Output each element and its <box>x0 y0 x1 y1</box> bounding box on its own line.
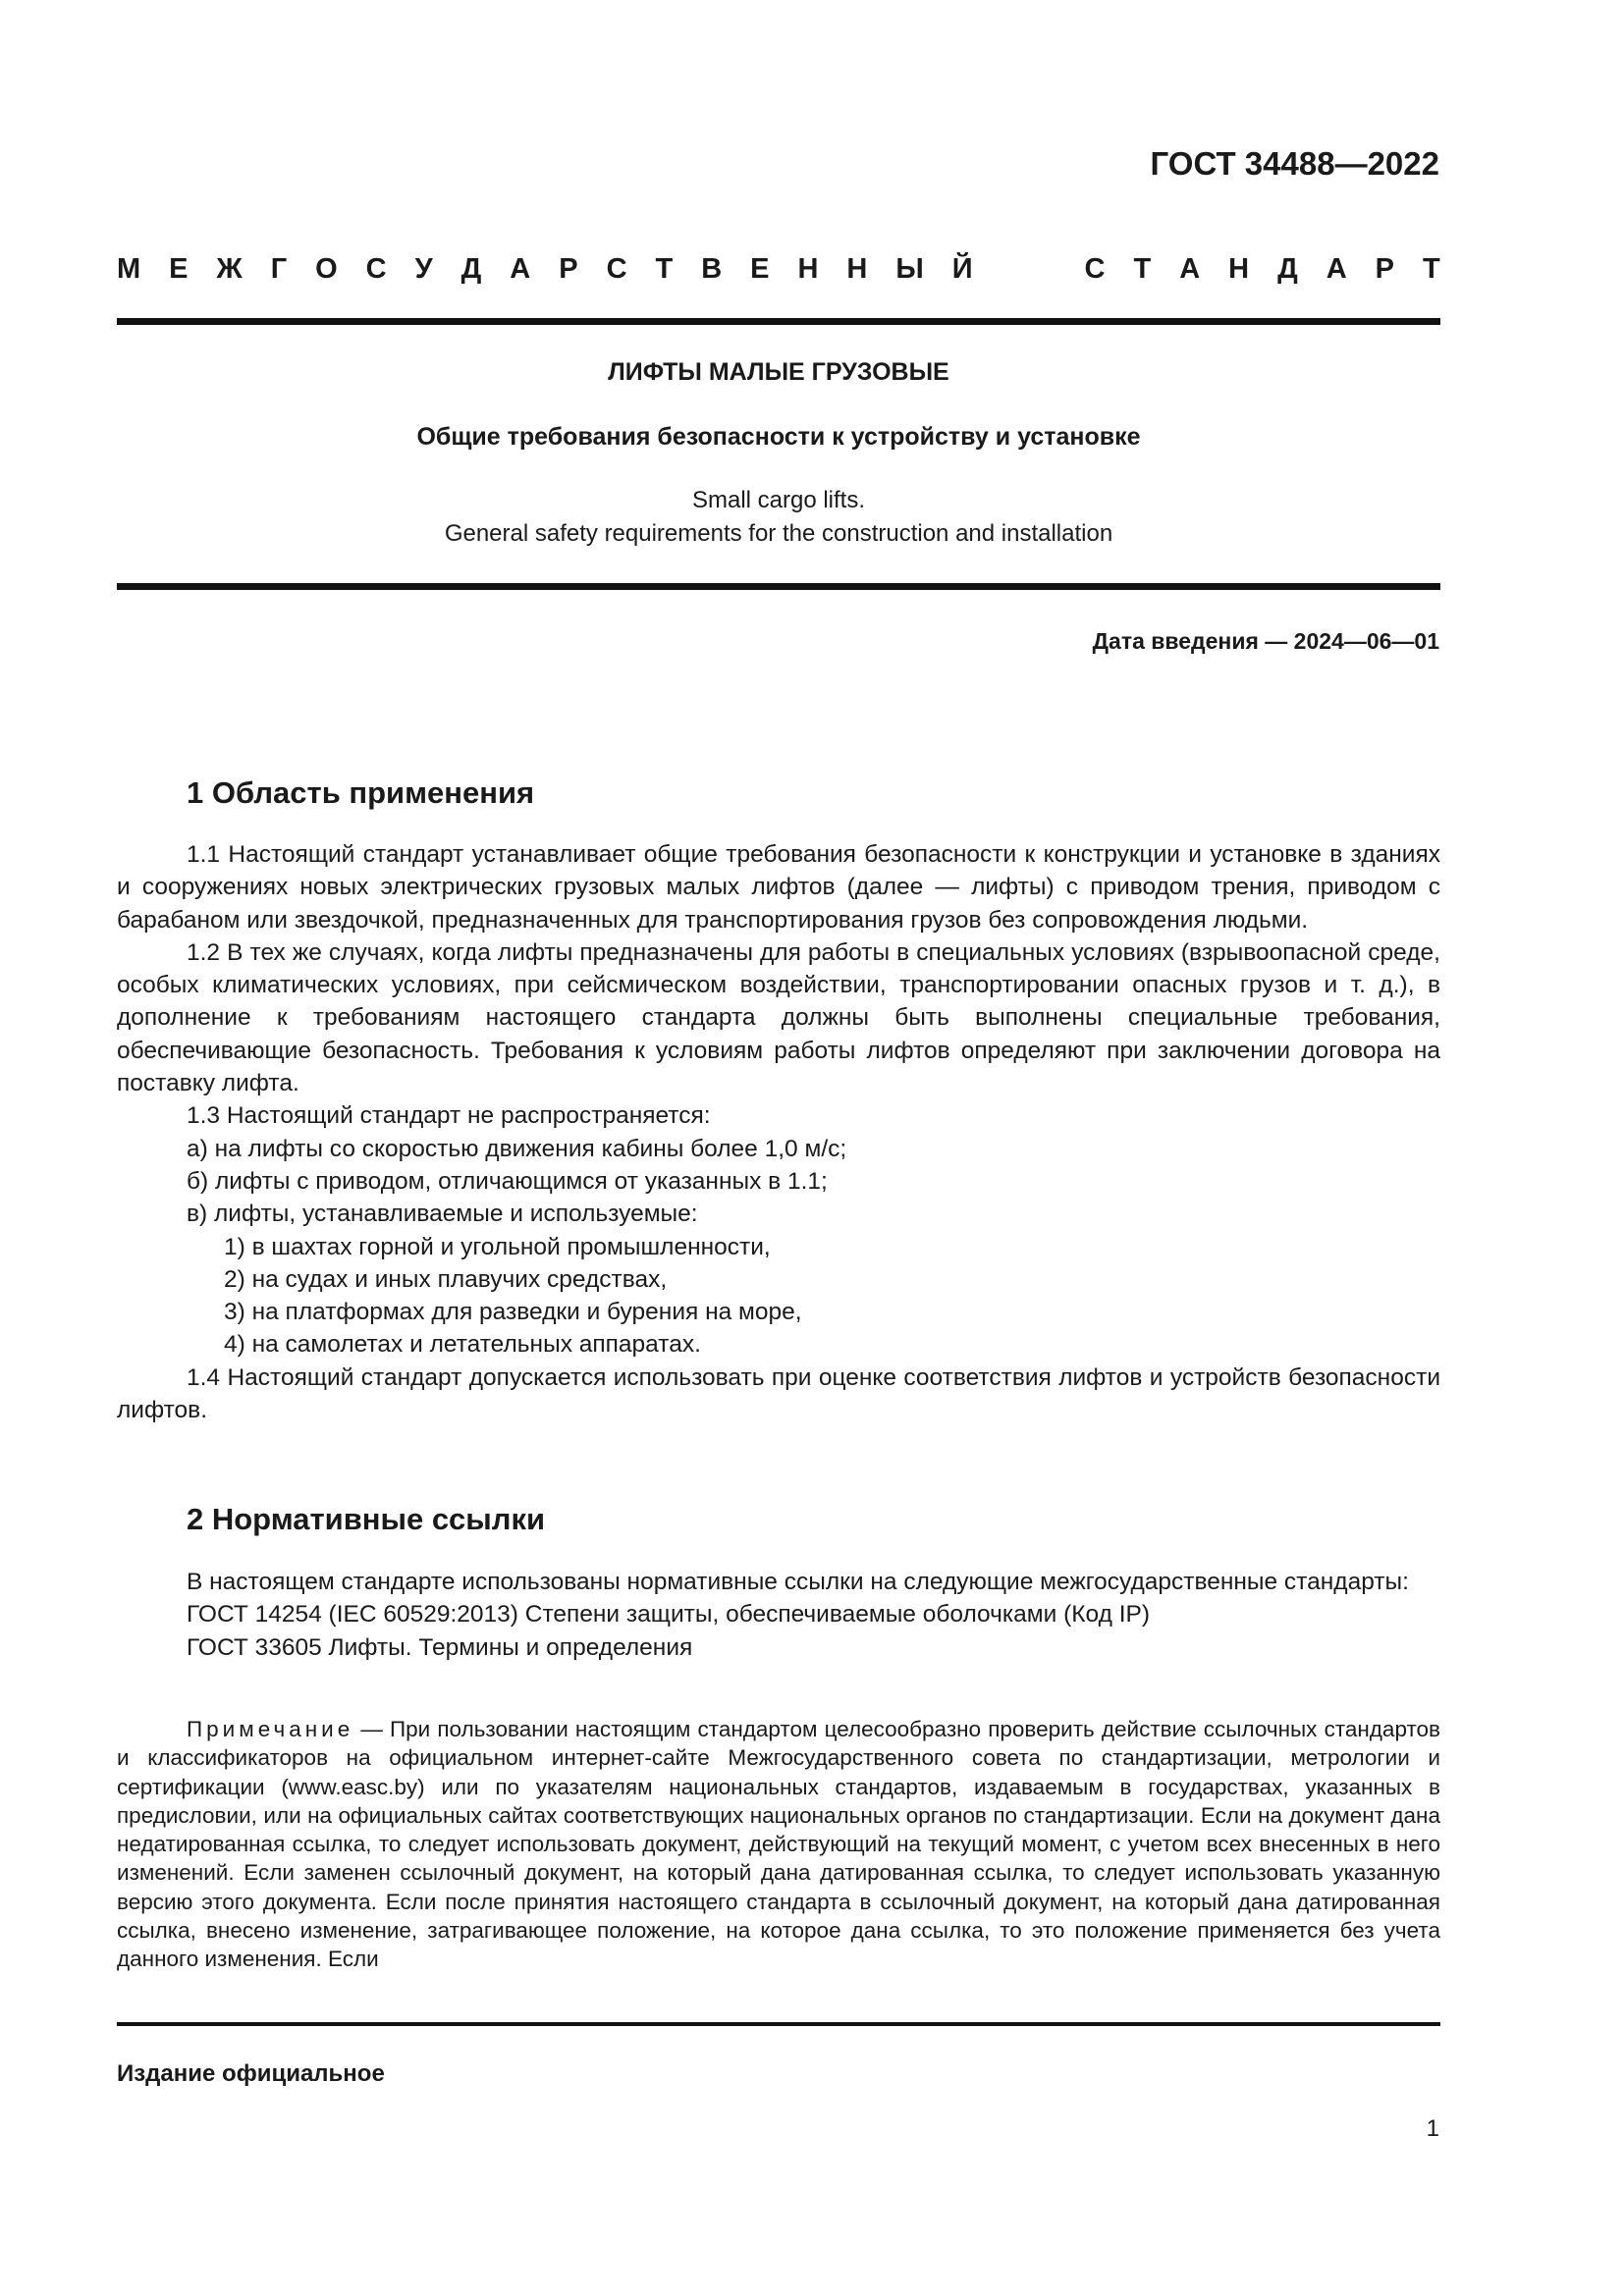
banner-letter: Т <box>1133 253 1152 285</box>
list-item-c: в) лифты, устанавливаемые и используемые: <box>187 1201 698 1228</box>
banner-letter: Й <box>951 253 973 285</box>
banner-letter: Ж <box>216 253 243 285</box>
banner-letter: А <box>1179 253 1201 285</box>
title-divider <box>117 583 1440 590</box>
list-item-b: б) лифты с приводом, отличающимся от указанных в 1.1; <box>187 1167 828 1195</box>
banner-word-gap <box>1001 253 1056 286</box>
section-2-heading: 2 Нормативные ссылки <box>187 1502 546 1536</box>
banner-letter: С <box>365 253 387 285</box>
banner-letter: Д <box>1277 253 1298 285</box>
sublist-item-1: 1) в шахтах горной и угольной промышленности, <box>224 1233 771 1260</box>
banner-letter: Р <box>559 253 578 285</box>
banner-letter: Е <box>169 253 189 285</box>
reference-item: ГОСТ 14254 (IEC 60529:2013) Степени защиты, обеспечиваемые оболочками (Код IP) <box>187 1601 1151 1629</box>
banner-letter: Т <box>655 253 674 285</box>
banner-letter: Н <box>1228 253 1250 285</box>
paragraph-1-1: 1.1 Настоящий стандарт устанавливает общие требования безопасности к конструкции и установке в зданиях и сооружениях новых электрических грузовых малых лифтов (далее — лифты) с приводом трения, приводом с барабаном или звездочкой, предназначенных для транспортирования грузов без сопровождения людьми. <box>117 841 1440 934</box>
banner-letter: А <box>510 253 531 285</box>
sublist-item-4: 4) на самолетах и летательных аппаратах. <box>224 1331 701 1359</box>
list-item-a: а) на лифты со скоростью движения кабины более 1,0 м/с; <box>187 1135 847 1162</box>
reference-item: ГОСТ 33605 Лифты. Термины и определения <box>187 1633 693 1661</box>
banner-letter: Ы <box>895 253 924 285</box>
note-label: Примечание <box>187 1717 354 1741</box>
banner-letter: Д <box>460 253 482 285</box>
interstate-standard-banner <box>117 253 1440 286</box>
document-title: ЛИФТЫ МАЛЫЕ ГРУЗОВЫЕ <box>608 358 949 386</box>
paragraph-1-4: 1.4 Настоящий стандарт допускается использовать при оценке соответствия лифтов и устройств безопасности лифтов. <box>117 1363 1440 1424</box>
document-subtitle: Общие требования безопасности к устройству и установке <box>416 423 1141 451</box>
page-number: 1 <box>1426 2115 1439 2142</box>
edition-label: Издание официальное <box>117 2060 385 2087</box>
sublist-item-2: 2) на судах и иных плавучих средствах, <box>224 1265 668 1293</box>
banner-letter: Н <box>846 253 868 285</box>
banner-letter: А <box>1326 253 1347 285</box>
banner-letter: С <box>1084 253 1106 285</box>
section-1-body <box>117 838 1440 1426</box>
banner-letter: О <box>315 253 338 285</box>
banner-letter: Г <box>270 253 288 285</box>
english-title-line1: Small cargo lifts. <box>691 487 866 513</box>
banner-letter: В <box>701 253 723 285</box>
paragraph-1-2: 1.2 В тех же случаях, когда лифты предназначены для работы в специальных условиях (взрывоопасной среде, особых климатических условиях, при сейсмическом воздействии, транспортировании опасных грузов и т. д.), в дополнение к требованиям настоящего стандарта должны быть выполнены специальные требования, обеспечивающие безопасность. Требования к условиям работы лифтов определяют при заключении договора на поставку лифта. <box>117 938 1440 1097</box>
banner-letter: У <box>414 253 433 285</box>
banner-letter: Н <box>797 253 819 285</box>
banner-letter: М <box>117 253 141 285</box>
paragraph-1-3: 1.3 Настоящий стандарт не распространяется: <box>187 1102 711 1130</box>
english-title <box>117 484 1440 551</box>
section-1-heading: 1 Область применения <box>187 775 535 810</box>
references-intro: В настоящем стандарте использованы нормативные ссылки на следующие межгосударственные стандарты: <box>187 1569 1409 1595</box>
introduction-date: Дата введения — 2024—06—01 <box>1092 628 1439 654</box>
sublist-item-3: 3) на платформах для разведки и бурения на море, <box>224 1299 802 1326</box>
footer-divider <box>117 2022 1440 2026</box>
banner-letter: Р <box>1375 253 1394 285</box>
document-number: ГОСТ 34488—2022 <box>1150 145 1439 182</box>
english-title-line2: General safety requirements for the construction and installation <box>444 520 1113 547</box>
banner-letter: С <box>606 253 627 285</box>
note-text: — При пользовании настоящим стандартом целесообразно проверить действие ссылочных стандартов и классификаторов на официальном интернет-сайте Межгосударственного совета по стандартизации, метрологии и сертификации (www.easc.by) или по указателям национальных стандартов, издаваемым в государствах, указанных в предисловии, или на официальных сайтах соответствующих национальных органов по стандартизации. Если на документ дана недатированная ссылка, то следует использовать документ, действующий на текущий момент, с учетом всех внесенных в него изменений. Если заменен ссылочный документ, на который дана датированная ссылка, то следует использовать указанную версию этого документа. Если после принятия настоящего стандарта в ссылочный документ, на который дана датированная ссылка, внесено изменение, затрагивающее положение, на которое дана ссылка, то это положение применяется без учета данного изменения. Если <box>117 1717 1440 1972</box>
banner-letter: Т <box>1422 253 1440 285</box>
banner-letter: Е <box>750 253 770 285</box>
note-block <box>117 1715 1440 1974</box>
top-divider <box>117 318 1440 325</box>
section-2-body <box>117 1566 1440 1664</box>
